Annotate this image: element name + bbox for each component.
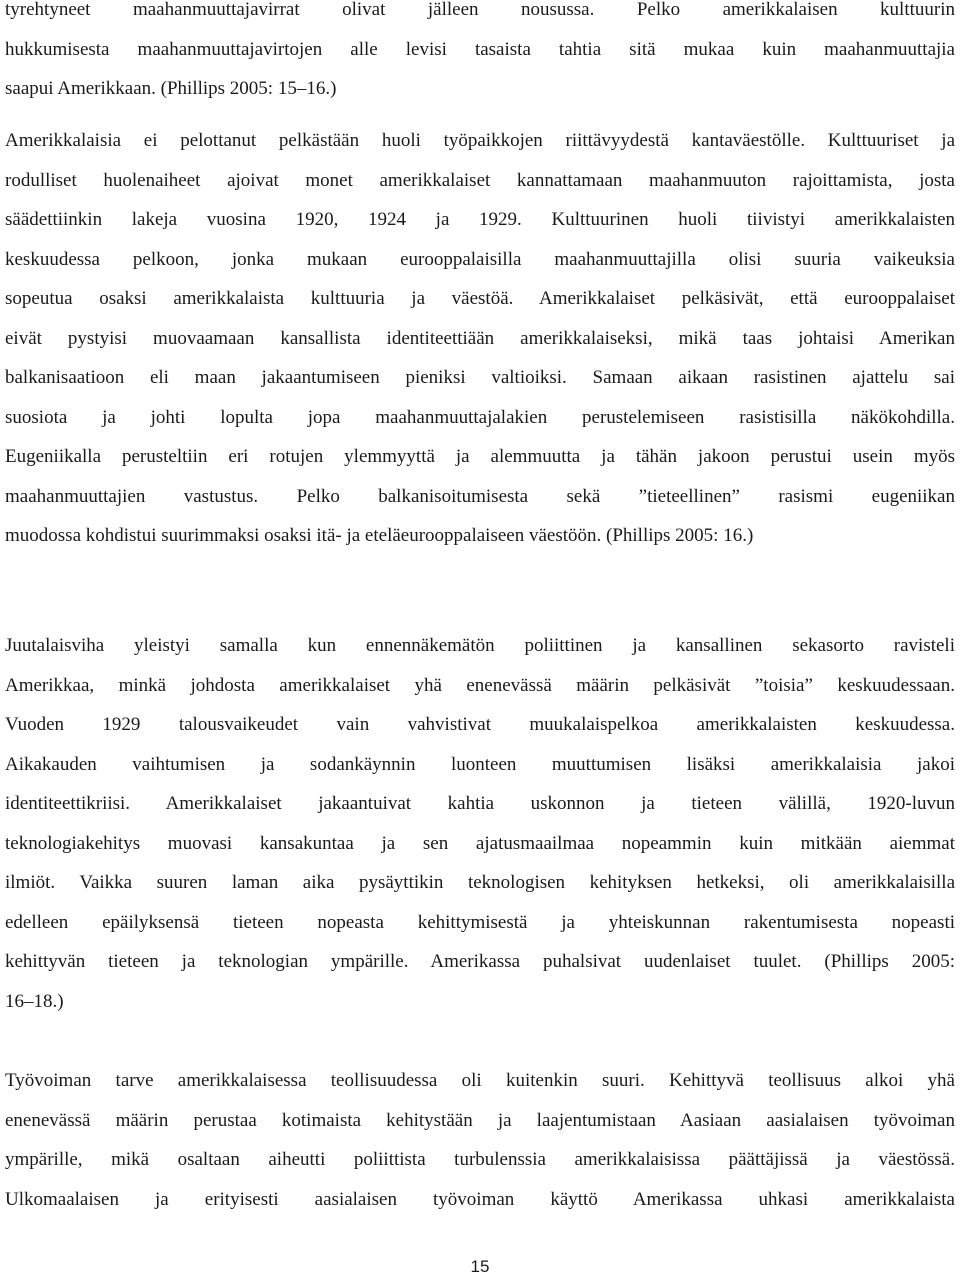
text-line: suosiota ja johti lopulta jopa maahanmuuttajalakien perustelemiseen rasistisilla näkökohdilla. — [5, 406, 955, 428]
page-number: 15 — [470, 1257, 490, 1276]
text-line: ympärille, mikä osaltaan aiheutti poliittista turbulenssia amerikkalaisissa päättäjissä ja väestössä. — [5, 1149, 955, 1170]
paragraph-3 — [5, 626, 955, 1021]
text-line: maahanmuuttajien vastustus. Pelko balkanisoitumisesta sekä ”tieteellinen” rasismi eugeniikan — [5, 485, 955, 507]
text-line: identiteettikriisi. Amerikkalaiset jakaantuivat kahtia uskonnon ja tieteen välillä, 1920-luvun — [5, 793, 955, 814]
text-line: rodulliset huolenaiheet ajoivat monet amerikkalaiset kannattamaan maahanmuuton rajoittamista, josta — [5, 169, 955, 191]
text-line: enenevässä määrin perustaa kotimaista kehitystään ja laajentumistaan Aasiaan aasialaisen työvoiman — [5, 1109, 955, 1131]
paragraph-1 — [5, 0, 955, 109]
text-line: balkanisaatioon eli maan jakaantumiseen pieniksi valtioiksi. Samaan aikaan rasistinen ajattelu sai — [5, 367, 955, 388]
text-line: Työvoiman tarve amerikkalaisessa teollisuudessa oli kuitenkin suuri. Kehittyvä teollisuus alkoi yhä — [5, 1070, 955, 1091]
text-line: Aikakauden vaihtumisen ja sodankäynnin luonteen muuttumisen lisäksi amerikkalaisia jakoi — [5, 753, 955, 775]
text-line: keskuudessa pelkoon, jonka mukaan eurooppalaisilla maahanmuuttajilla olisi suuria vaikeuksia — [5, 248, 955, 270]
text-line: 16–18.) — [5, 990, 64, 1012]
text-line: Eugeniikalla perusteltiin eri rotujen ylemmyyttä ja alemmuutta ja tähän jakoon perustui usein myös — [5, 446, 955, 467]
text-line: hukkumisesta maahanmuuttajavirtojen alle levisi tasaista tahtia sitä mukaa kuin maahanmuuttajia — [5, 38, 955, 60]
text-line: sopeutua osaksi amerikkalaista kulttuuria ja väestöä. Amerikkalaiset pelkäsivät, että eurooppalaiset — [5, 288, 955, 309]
paragraph-2 — [5, 121, 955, 556]
text-line: muodossa kohdistui suurimmaksi osaksi itä- ja eteläeurooppalaiseen väestöön. (Phillips 2005: 16.) — [5, 525, 754, 546]
text-line: ilmiöt. Vaikka suuren laman aika pysäyttikin teknologisen kehityksen hetkeksi, oli amerikkalaisilla — [5, 872, 955, 893]
document-page — [5, 0, 955, 1280]
text-line: saapui Amerikkaan. (Phillips 2005: 15–16.) — [5, 78, 337, 99]
text-line: edelleen epäilyksensä tieteen nopeasta kehittymisestä ja yhteiskunnan rakentumisesta nopeasti — [5, 911, 955, 933]
paragraph-4 — [5, 1061, 955, 1219]
text-line: säädettiinkin lakeja vuosina 1920, 1924 ja 1929. Kulttuurinen huoli tiivistyi amerikkalaisten — [5, 209, 955, 230]
text-line: tyrehtyneet maahanmuuttajavirrat olivat jälleen nousussa. Pelko amerikkalaisen kulttuurin — [5, 0, 955, 20]
text-line: Amerikkaa, minkä johdosta amerikkalaiset yhä enenevässä määrin pelkäsivät ”toisia” keskuudessaan. — [5, 674, 955, 696]
text-line: eivät pystyisi muovaamaan kansallista identiteettiään amerikkalaiseksi, mikä taas johtaisi Amerikan — [5, 327, 955, 349]
text-line: Vuoden 1929 talousvaikeudet vain vahvistivat muukalaispelkoa amerikkalaisten keskuudessa. — [5, 714, 955, 735]
text-line: Ulkomaalaisen ja erityisesti aasialaisen työvoiman käyttö Amerikassa uhkasi amerikkalaista — [5, 1188, 955, 1210]
text-line: kehittyvän tieteen ja teknologian ympärille. Amerikassa puhalsivat uudenlaiset tuulet. (Phillips 2005: — [5, 951, 955, 972]
text-line: teknologiakehitys muovasi kansakuntaa ja sen ajatusmaailmaa nopeammin kuin mitkään aiemmat — [5, 832, 955, 854]
text-line: Juutalaisviha yleistyi samalla kun ennennäkemätön poliittinen ja kansallinen sekasorto ravisteli — [5, 635, 955, 656]
text-line: Amerikkalaisia ei pelottanut pelkästään huoli työpaikkojen riittävyydestä kantaväestölle. Kulttuuriset ja — [5, 130, 955, 151]
